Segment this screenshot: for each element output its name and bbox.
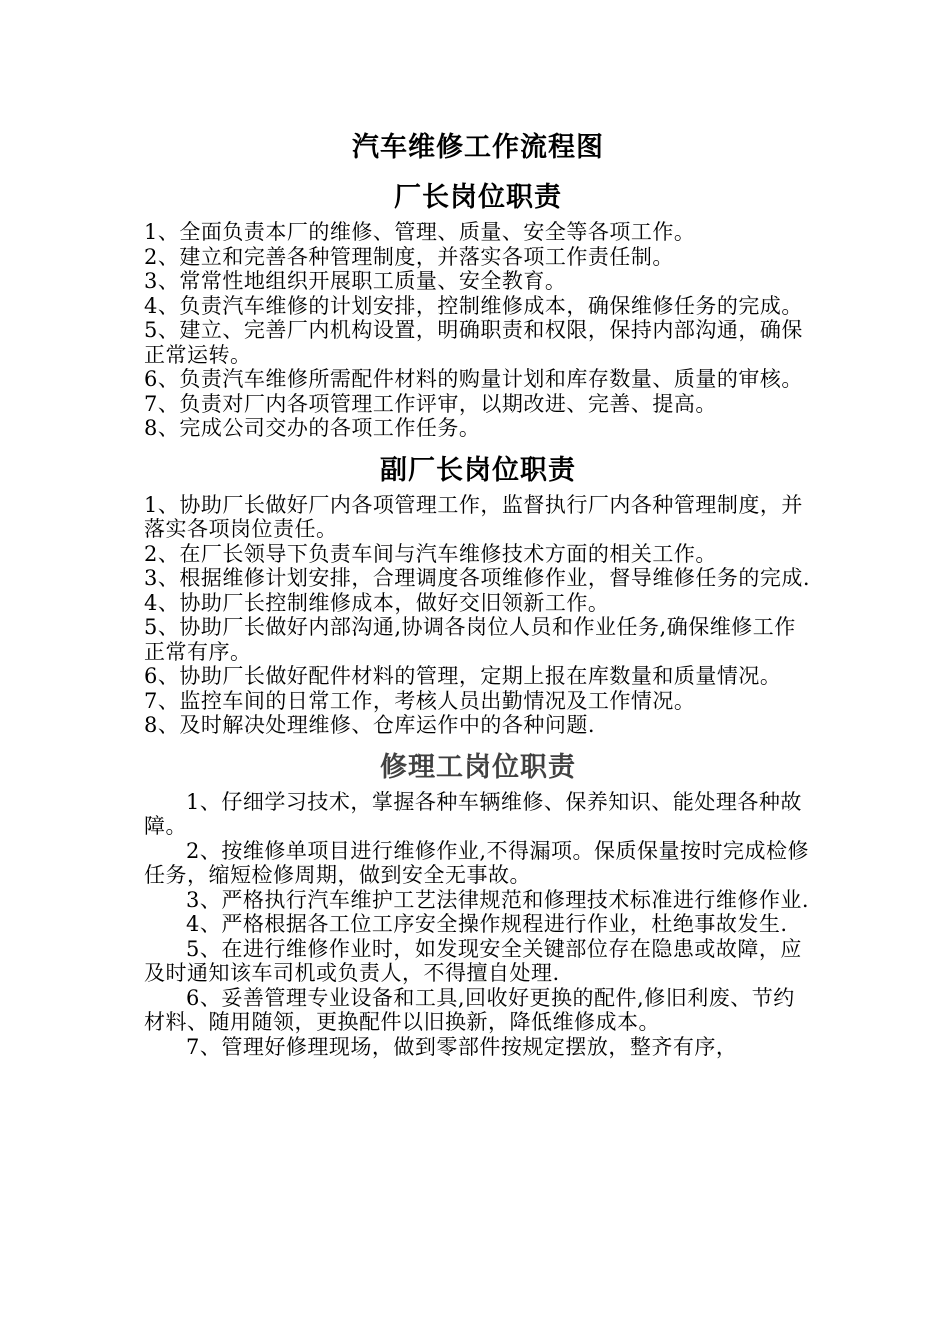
duty-item: 5、在进行维修作业时，如发现安全关键部位存在隐患或故障，应及时通知该车司机或负责人，不得擅自处理. (144, 936, 802, 985)
duty-item: 2、建立和完善各种管理制度，并落实各项工作责任制。 (144, 244, 674, 269)
duty-item: 1、仔细学习技术，掌握各种车辆维修、保养知识、能处理各种故障。 (144, 789, 802, 838)
duty-item: 3、根据维修计划安排，合理调度各项维修作业，督导维修任务的完成. (144, 566, 811, 590)
duty-item: 3、严格执行汽车维护工艺法律规范和修理技术标准进行维修作业. (186, 887, 810, 912)
duty-item: 8、及时解决处理维修、仓库运作中的各种问题. (144, 713, 596, 737)
duty-item: 1、全面负责本厂的维修、管理、质量、安全等各项工作。 (144, 220, 696, 244)
document-title: 汽车维修工作流程图 (352, 132, 604, 163)
duty-item: 4、协助厂长控制维修成本，做好交旧领新工作。 (144, 590, 610, 615)
duty-item: 6、负责汽车维修所需配件材料的购量计划和库存数量、质量的审核。 (144, 367, 803, 391)
duty-item: 7、管理好修理现场，做到零部件按规定摆放，整齐有序， (186, 1034, 738, 1059)
duty-item: 4、负责汽车维修的计划安排，控制维修成本，确保维修任务的完成。 (144, 293, 803, 318)
document-page (144, 128, 812, 1059)
duty-item: 6、协助厂长做好配件材料的管理，定期上报在库数量和质量情况。 (144, 664, 782, 688)
section-deputy-director (144, 451, 812, 738)
section-heading: 修理工岗位职责 (380, 751, 576, 783)
duty-item: 2、在厂长领导下负责车间与汽车维修技术方面的相关工作。 (144, 541, 717, 566)
section-heading: 厂长岗位职责 (394, 182, 562, 213)
duty-item: 8、完成公司交办的各项工作任务。 (144, 416, 481, 440)
duty-item: 7、监控车间的日常工作，考核人员出勤情况及工作情况。 (144, 688, 696, 713)
duty-item: 3、常常性地组织开展职工质量、安全教育。 (144, 269, 567, 293)
duty-item: 2、按维修单项目进行维修作业,不得漏项。保质保量按时完成检修任务，缩短检修周期，做到安全无事故。 (144, 838, 810, 887)
duty-item: 6、妥善管理专业设备和工具,回收好更换的配件,修旧利废、节约材料、随用随领，更换配件以旧换新，降低维修成本。 (144, 985, 795, 1034)
duty-item: 7、负责对厂内各项管理工作评审，以期改进、完善、提高。 (144, 391, 717, 416)
duty-item: 5、建立、完善厂内机构设置，明确职责和权限，保持内部沟通，确保正常运转。 (144, 318, 803, 367)
duty-item: 5、协助厂长做好内部沟通,协调各岗位人员和作业任务,确保维修工作正常有序。 (144, 615, 796, 664)
duty-item: 4、严格根据各工位工序安全操作规程进行作业，杜绝事故发生. (186, 912, 788, 936)
section-heading: 副厂长岗位职责 (380, 454, 576, 486)
section-factory-director (144, 178, 812, 441)
section-repair-worker (144, 748, 812, 1060)
duty-item: 1、协助厂长做好厂内各项管理工作，监督执行厂内各种管理制度，并落实各项岗位责任。 (144, 492, 803, 541)
